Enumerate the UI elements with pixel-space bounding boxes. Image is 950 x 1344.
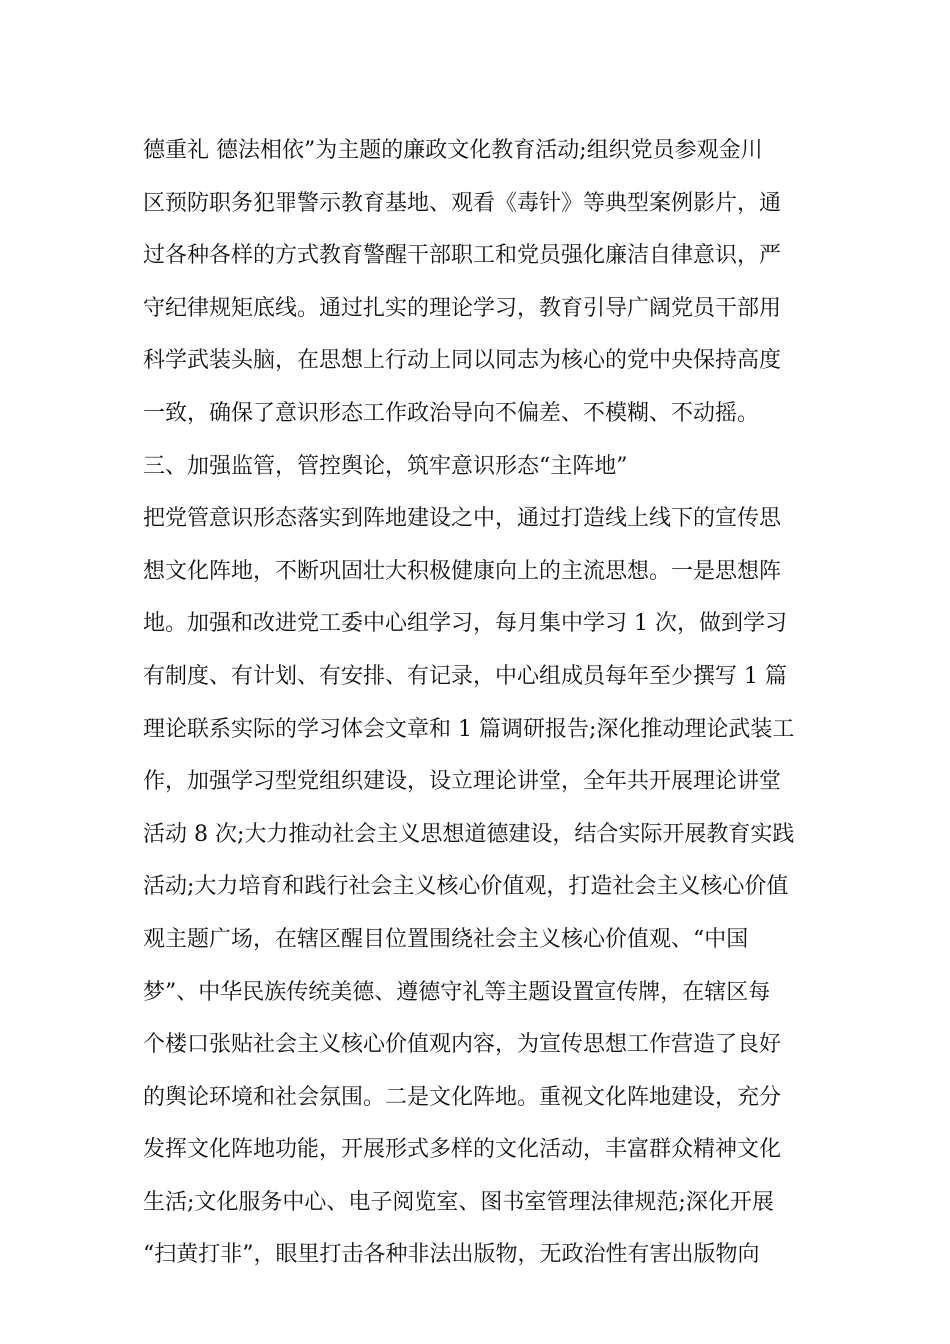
text-line: 的舆论环境和社会氛围。二是文化阵地。重视文化阵地建设，充分 <box>143 1084 782 1110</box>
text-line: 把党管意识形态落实到阵地建设之中，通过打造线上线下的宣传思 <box>143 506 782 532</box>
text-line: 理论联系实际的学习体会文章和 1 篇调研报告;深化推动理论武装工 <box>143 716 795 742</box>
text-line: 观主题广场，在辖区醒目位置围绕社会主义核心价值观、“中国 <box>143 926 749 952</box>
text-line: 个楼口张贴社会主义核心价值观内容，为宣传思想工作营造了良好 <box>143 1032 782 1058</box>
text-line: 区预防职务犯罪警示教育基地、观看《毒针》等典型案例影片，通 <box>143 190 782 216</box>
text-line: 梦”、中华民族传统美德、遵德守礼等主题设置宣传牌，在辖区每 <box>143 979 771 1005</box>
text-line: “扫黄打非”，眼里打击各种非法出版物，无政治性有害出版物向 <box>143 1242 760 1268</box>
text-line: 过各种各样的方式教育警醒干部职工和党员强化廉洁自律意识，严 <box>143 243 782 269</box>
body-text <box>143 125 813 1282</box>
text-line: 守纪律规矩底线。通过扎实的理论学习，教育引导广阔党员干部用 <box>143 295 782 321</box>
text-line: 德重礼 德法相依”为主题的廉政文化教育活动;组织党员参观金川 <box>143 138 763 163</box>
text-line: 有制度、有计划、有安排、有记录，中心组成员每年至少撰写 1 篇 <box>143 663 787 689</box>
text-line: 作，加强学习型党组织建设，设立理论讲堂，全年共开展理论讲堂 <box>143 769 782 795</box>
text-line: 生活;文化服务中心、电子阅览室、图书室管理法律规范;深化开展 <box>143 1189 774 1215</box>
text-line: 发挥文化阵地功能，开展形式多样的文化活动，丰富群众精神文化 <box>143 1137 782 1163</box>
text-line: 科学武装头脑，在思想上行动上同以同志为核心的党中央保持高度 <box>143 348 782 374</box>
text-line: 想文化阵地，不断巩固壮大积极健康向上的主流思想。一是思想阵 <box>143 558 782 584</box>
text-line: 地。加强和改进党工委中心组学习，每月集中学习 1 次，做到学习 <box>143 611 787 637</box>
section-heading: 三、加强监管，管控舆论，筑牢意识形态“主阵地” <box>143 453 628 479</box>
text-line: 一致，确保了意识形态工作政治导向不偏差、不模糊、不动摇。 <box>143 400 760 426</box>
text-line: 活动;大力培育和践行社会主义核心价值观，打造社会主义核心价值 <box>143 874 789 900</box>
text-line: 活动 8 次;大力推动社会主义思想道德建设，结合实际开展教育实践 <box>143 821 795 847</box>
